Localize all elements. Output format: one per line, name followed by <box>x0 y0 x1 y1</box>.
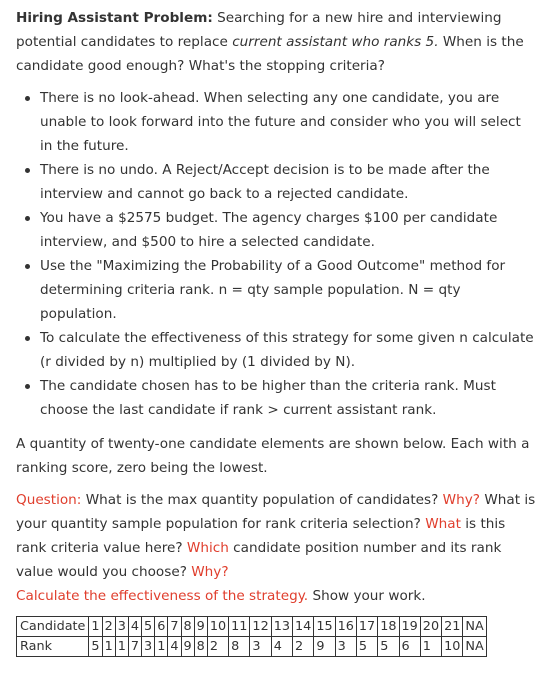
rank-value-cell: 3 <box>142 637 155 657</box>
intro-text-b: When is the candidate good enough? What's the stopping criteria? <box>16 34 524 74</box>
candidate-number-cell: 12 <box>250 617 271 637</box>
intro-paragraph <box>16 6 536 78</box>
candidate-number-cell: 18 <box>378 617 399 637</box>
candidate-number-cell: 5 <box>142 617 155 637</box>
rank-value-cell: 4 <box>168 637 181 657</box>
rule-item: The candidate chosen has to be higher than the criteria rank. Must choose the last candidate if rank > current assistant rank. <box>16 374 536 422</box>
document-page <box>16 6 536 657</box>
question-text: What is the max quantity population of candidates? <box>81 492 443 508</box>
why-label: Why? <box>191 564 229 580</box>
candidate-number-cell: 15 <box>314 617 335 637</box>
candidate-number-cell: 6 <box>155 617 168 637</box>
why-label: Why? <box>442 492 480 508</box>
rank-value-cell: 2 <box>293 637 314 657</box>
intro-italic-text: current assistant who ranks 5. <box>232 34 439 50</box>
rule-item: To calculate the effectiveness of this strategy for some given n calculate (r divided by n) multiplied by (1 divided by N). <box>16 326 536 374</box>
candidate-number-cell: 19 <box>399 617 420 637</box>
candidate-number-cell: 2 <box>102 617 115 637</box>
rank-value-cell: 5 <box>356 637 377 657</box>
intro-title: Hiring Assistant Problem: <box>16 10 213 26</box>
rule-item: Use the "Maximizing the Probability of a Good Outcome" method for determining criteria rank. n = qty sample population. N = qty population. <box>16 254 536 326</box>
candidates-table <box>16 616 487 657</box>
rank-value-cell: 6 <box>399 637 420 657</box>
rank-value-cell: 4 <box>271 637 292 657</box>
candidate-number-cell: NA <box>463 617 486 637</box>
candidates-description: A quantity of twenty-one candidate elements are shown below. Each with a ranking score, zero being the lowest. <box>16 436 530 476</box>
candidate-header-cell: Candidate <box>17 617 89 637</box>
candidate-number-cell: 20 <box>420 617 441 637</box>
rank-value-cell: 10 <box>442 637 463 657</box>
question-text: is this rank criteria value here? <box>16 516 506 556</box>
rules-list <box>16 86 536 422</box>
rank-value-cell: 8 <box>194 637 207 657</box>
candidate-number-cell: 11 <box>229 617 250 637</box>
question-paragraph <box>16 488 536 608</box>
candidate-number-cell: 3 <box>115 617 128 637</box>
rank-value-cell: 1 <box>115 637 128 657</box>
calculate-instruction: Calculate the effectiveness of the strategy. <box>16 588 309 604</box>
rank-row <box>17 637 487 657</box>
rank-value-cell: 5 <box>89 637 102 657</box>
candidate-number-cell: 4 <box>128 617 141 637</box>
intro-text-a: Searching for a new hire and interviewing potential candidates to replace <box>16 10 502 50</box>
rank-header-cell: Rank <box>17 637 89 657</box>
rank-value-cell: NA <box>463 637 486 657</box>
rank-value-cell: 3 <box>250 637 271 657</box>
rank-value-cell: 3 <box>335 637 356 657</box>
question-label: Question: <box>16 492 82 508</box>
what-label: What <box>425 516 461 532</box>
candidate-number-cell: 8 <box>181 617 194 637</box>
candidate-number-cell: 9 <box>194 617 207 637</box>
candidate-number-cell: 14 <box>293 617 314 637</box>
show-work-text: Show your work. <box>308 588 426 604</box>
candidate-number-cell: 17 <box>356 617 377 637</box>
candidate-number-cell: 7 <box>168 617 181 637</box>
rule-item: There is no look-ahead. When selecting any one candidate, you are unable to look forward into the future and consider who you will select in the future. <box>16 86 536 158</box>
candidate-number-cell: 1 <box>89 617 102 637</box>
candidate-number-cell: 21 <box>442 617 463 637</box>
rule-item: There is no undo. A Reject/Accept decision is to be made after the interview and cannot go back to a rejected candidate. <box>16 158 536 206</box>
rank-value-cell: 2 <box>207 637 228 657</box>
question-text: candidate position number and its rank value would you choose? <box>16 540 502 580</box>
rank-value-cell: 9 <box>314 637 335 657</box>
candidate-row <box>17 617 487 637</box>
rank-value-cell: 9 <box>181 637 194 657</box>
rank-value-cell: 5 <box>378 637 399 657</box>
rank-value-cell: 7 <box>128 637 141 657</box>
which-label: Which <box>186 540 229 556</box>
rank-value-cell: 1 <box>420 637 441 657</box>
rank-value-cell: 1 <box>155 637 168 657</box>
candidate-number-cell: 10 <box>207 617 228 637</box>
rank-value-cell: 1 <box>102 637 115 657</box>
candidate-number-cell: 13 <box>271 617 292 637</box>
rank-value-cell: 8 <box>229 637 250 657</box>
rule-item: You have a $2575 budget. The agency charges $100 per candidate interview, and $500 to hire a selected candidate. <box>16 206 536 254</box>
question-text: What is your quantity sample population for rank criteria selection? <box>16 492 536 532</box>
candidate-number-cell: 16 <box>335 617 356 637</box>
